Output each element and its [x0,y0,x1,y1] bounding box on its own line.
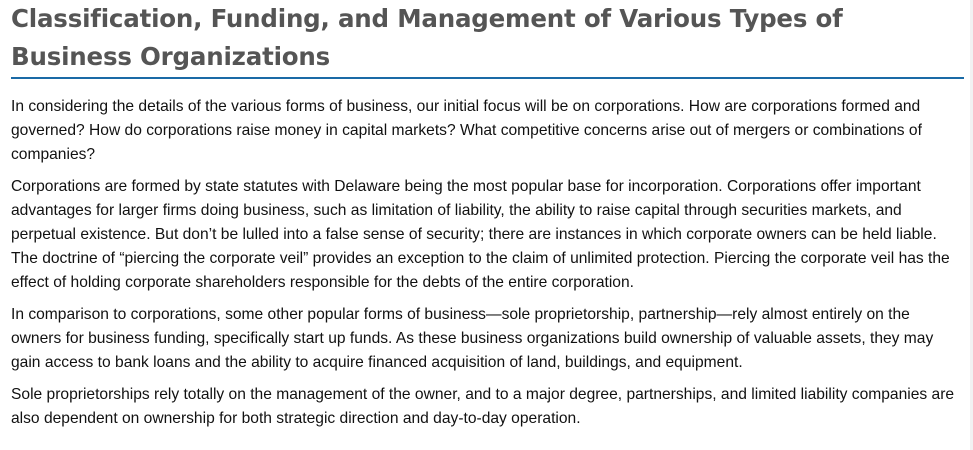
paragraph-1: In considering the details of the various forms of business, our initial focus will be on corporations. How are corporations formed and governed? How do corporations raise money in capital markets? What competitive concerns arise out of mergers or combinations of companies? [11,98,922,163]
paragraph-3: In comparison to corporations, some other popular forms of business—sole proprietorship, partnership—rely almost entirely on the owners for business funding, specifically start up funds. As these business organizations build ownership of valuable assets, they may gain access to bank loans and the ability to acquire financed acquisition of land, buildings, and equipment. [11,306,934,371]
paragraph-4: Sole proprietorships rely totally on the management of the owner, and to a major degree, partnerships, and limited liability companies are also dependent on ownership for both strategic direction and day-to-day operation. [11,386,955,427]
document-body [11,95,964,431]
title-divider [11,77,964,79]
page-title: Classification, Funding, and Management of Various Types of Business Organizations [11,4,843,71]
document-page [11,0,964,439]
paragraph-2: Corporations are formed by state statutes with Delaware being the most popular base for incorporation. Corporations offer important advantages for larger firms doing business, such as limitation of liability, the ability to raise capital through securities markets, and perpetual existence. But don’t be lulled into a false sense of security; there are instances in which corporate owners can be held liable. The doctrine of “piercing the corporate veil” provides an exception to the claim of unlimited protection. Piercing the corporate veil has the effect of holding corporate shareholders responsible for the debts of the entire corporation. [11,178,950,291]
